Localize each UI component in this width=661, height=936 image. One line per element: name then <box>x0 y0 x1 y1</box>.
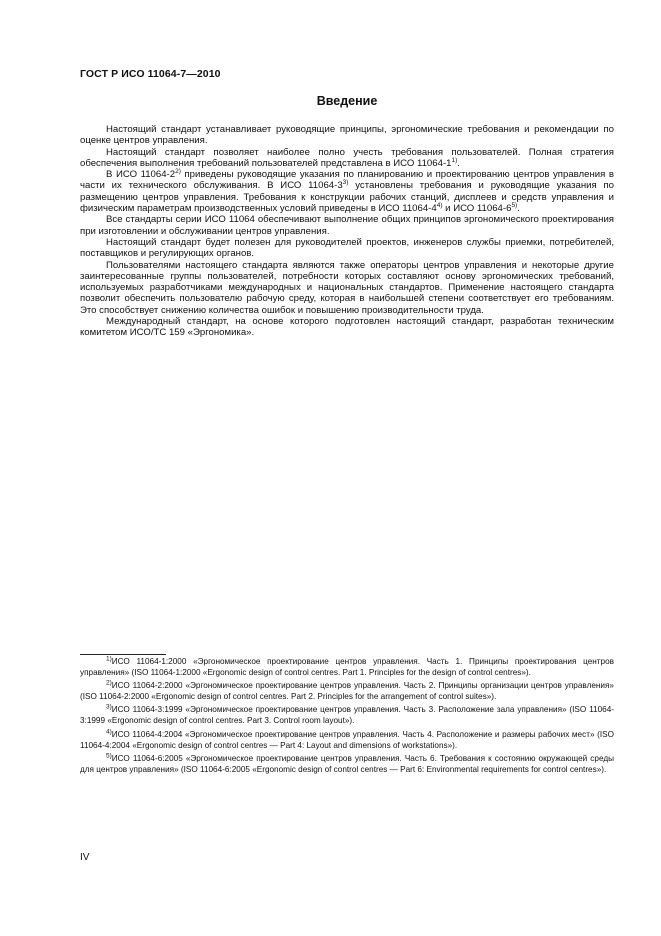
footnote-mark: 3) <box>106 703 112 711</box>
footnote-reference: 4) <box>436 201 443 209</box>
footnote-reference: 3) <box>342 179 349 187</box>
paragraph <box>80 237 614 260</box>
footnote-mark: 5) <box>106 752 112 760</box>
paragraph <box>80 260 614 316</box>
paragraph-text: . <box>517 203 520 215</box>
paragraph <box>80 316 614 339</box>
body-text <box>80 124 614 339</box>
footnote-reference: 1) <box>451 156 458 164</box>
footnote-text: ИСО 11064-3:1999 «Эргономическое проектирование центров управления. Часть 3. Расположение зала управления» (ISO 11064-3:1999 «Ergonomic design of control centres. Part 3. Control room layout»). <box>80 705 614 726</box>
paragraph-text: . <box>457 157 460 169</box>
footnote-reference: 5) <box>511 201 518 209</box>
document-header: ГОСТ Р ИСО 11064-7—2010 <box>80 68 221 80</box>
footnote-separator <box>80 654 166 655</box>
footnote-mark: 4) <box>106 727 112 735</box>
paragraph-text: и ИСО 11064-6 <box>442 203 512 215</box>
footnote <box>80 680 614 702</box>
footnote <box>80 753 614 775</box>
paragraph <box>80 147 614 170</box>
paragraph <box>80 169 614 214</box>
footnote-text: ИСО 11064-6:2005 «Эргономическое проектирование центров управления. Часть 6. Требования к состоянию окружающей среды для центров управления» (ISO 11064-6:2005 «Ergonomic design of control centres — Part 6: Environmental requirements for control centres»). <box>80 753 614 774</box>
footnote-reference: 2) <box>175 168 181 175</box>
footnote-mark: 1) <box>106 655 112 663</box>
footnote <box>80 729 614 751</box>
paragraph-text: Настоящий стандарт устанавливает руководящие принципы, эргономические требования и рекомендации по оценке центров управления. <box>80 124 614 147</box>
paragraph-text: установлены требования и руководящие указания по размещению центров управления. Требования к конструкции рабочих станций, дисплеев и средств управления и физическим параметрам производственных условий приведены в ИСО 11064-4 <box>80 180 614 215</box>
paragraph-text: В ИСО 11064-2 <box>106 169 176 181</box>
page-number: IV <box>80 852 90 863</box>
paragraph-text: Настоящий стандарт будет полезен для руководителей проектов, инженеров службы приемки, потребителей, поставщиков и регулирующих органов. <box>80 236 614 260</box>
footnotes <box>80 656 614 777</box>
footnote <box>80 704 614 726</box>
paragraph-text: Пользователями настоящего стандарта являются также операторы центров управления и некоторые другие заинтересованные группы пользователей, потребности которых составляют основу эргономических требований, используемых разработчиками международных и национальных стандартов. Применение настоящего стандарта позволит обеспечить пользователю рабочую среду, которая в наибольшей степени соответствует его требованиям. Это способствует снижению количества ошибок и повышению производительности труда. <box>80 259 614 316</box>
paragraph <box>80 214 614 237</box>
paragraph-text: Настоящий стандарт позволяет наиболее полно учесть требования пользователей. Полная стратегия обеспечения выполнения требований пользователей представлена в ИСО 11064-1 <box>80 146 614 169</box>
footnote-text: ИСО 11064-2:2000 «Эргономическое проектирование центров управления. Часть 2. Принципы организации центров управления» (ISO 11064-2:2000 «Ergonomic design of control centres. Part 2. Principles for the arrangement of control suites»). <box>80 681 614 702</box>
paragraph <box>80 124 614 147</box>
paragraph-text: Международный стандарт, на основе которого подготовлен настоящий стандарт, разработан техническим комитетом ИСО/ТС 159 «Эргономика». <box>80 316 614 339</box>
paragraph-text: приведены руководящие указания по планированию и проектированию центров управления в части их технического обслуживания. В ИСО 11064-3 <box>80 169 614 192</box>
paragraph-text: Все стандарты серии ИСО 11064 обеспечивают выполнение общих принципов эргономического проектирования при изготовлении и обслуживании центров управления. <box>80 214 614 237</box>
footnote-text: ИСО 11064-1:2000 «Эргономическое проектирование центров управления. Часть 1. Принципы проектирования центров управления» (ISO 11064-1:2000 «Ergonomic design of control centres. Part 1. Principles for the design of control centres»). <box>80 657 614 678</box>
footnote <box>80 656 614 678</box>
footnote-mark: 2) <box>106 679 112 687</box>
footnote-text: ИСО 11064-4:2004 «Эргономическое проектирование центров управления. Часть 4. Расположение и размеры рабочих мест» (ISO 11064-4:2004 «Ergonomic design of control centres — Part 4: Layout and dimensions of workstations»). <box>80 729 614 750</box>
section-title: Введение <box>316 94 378 108</box>
